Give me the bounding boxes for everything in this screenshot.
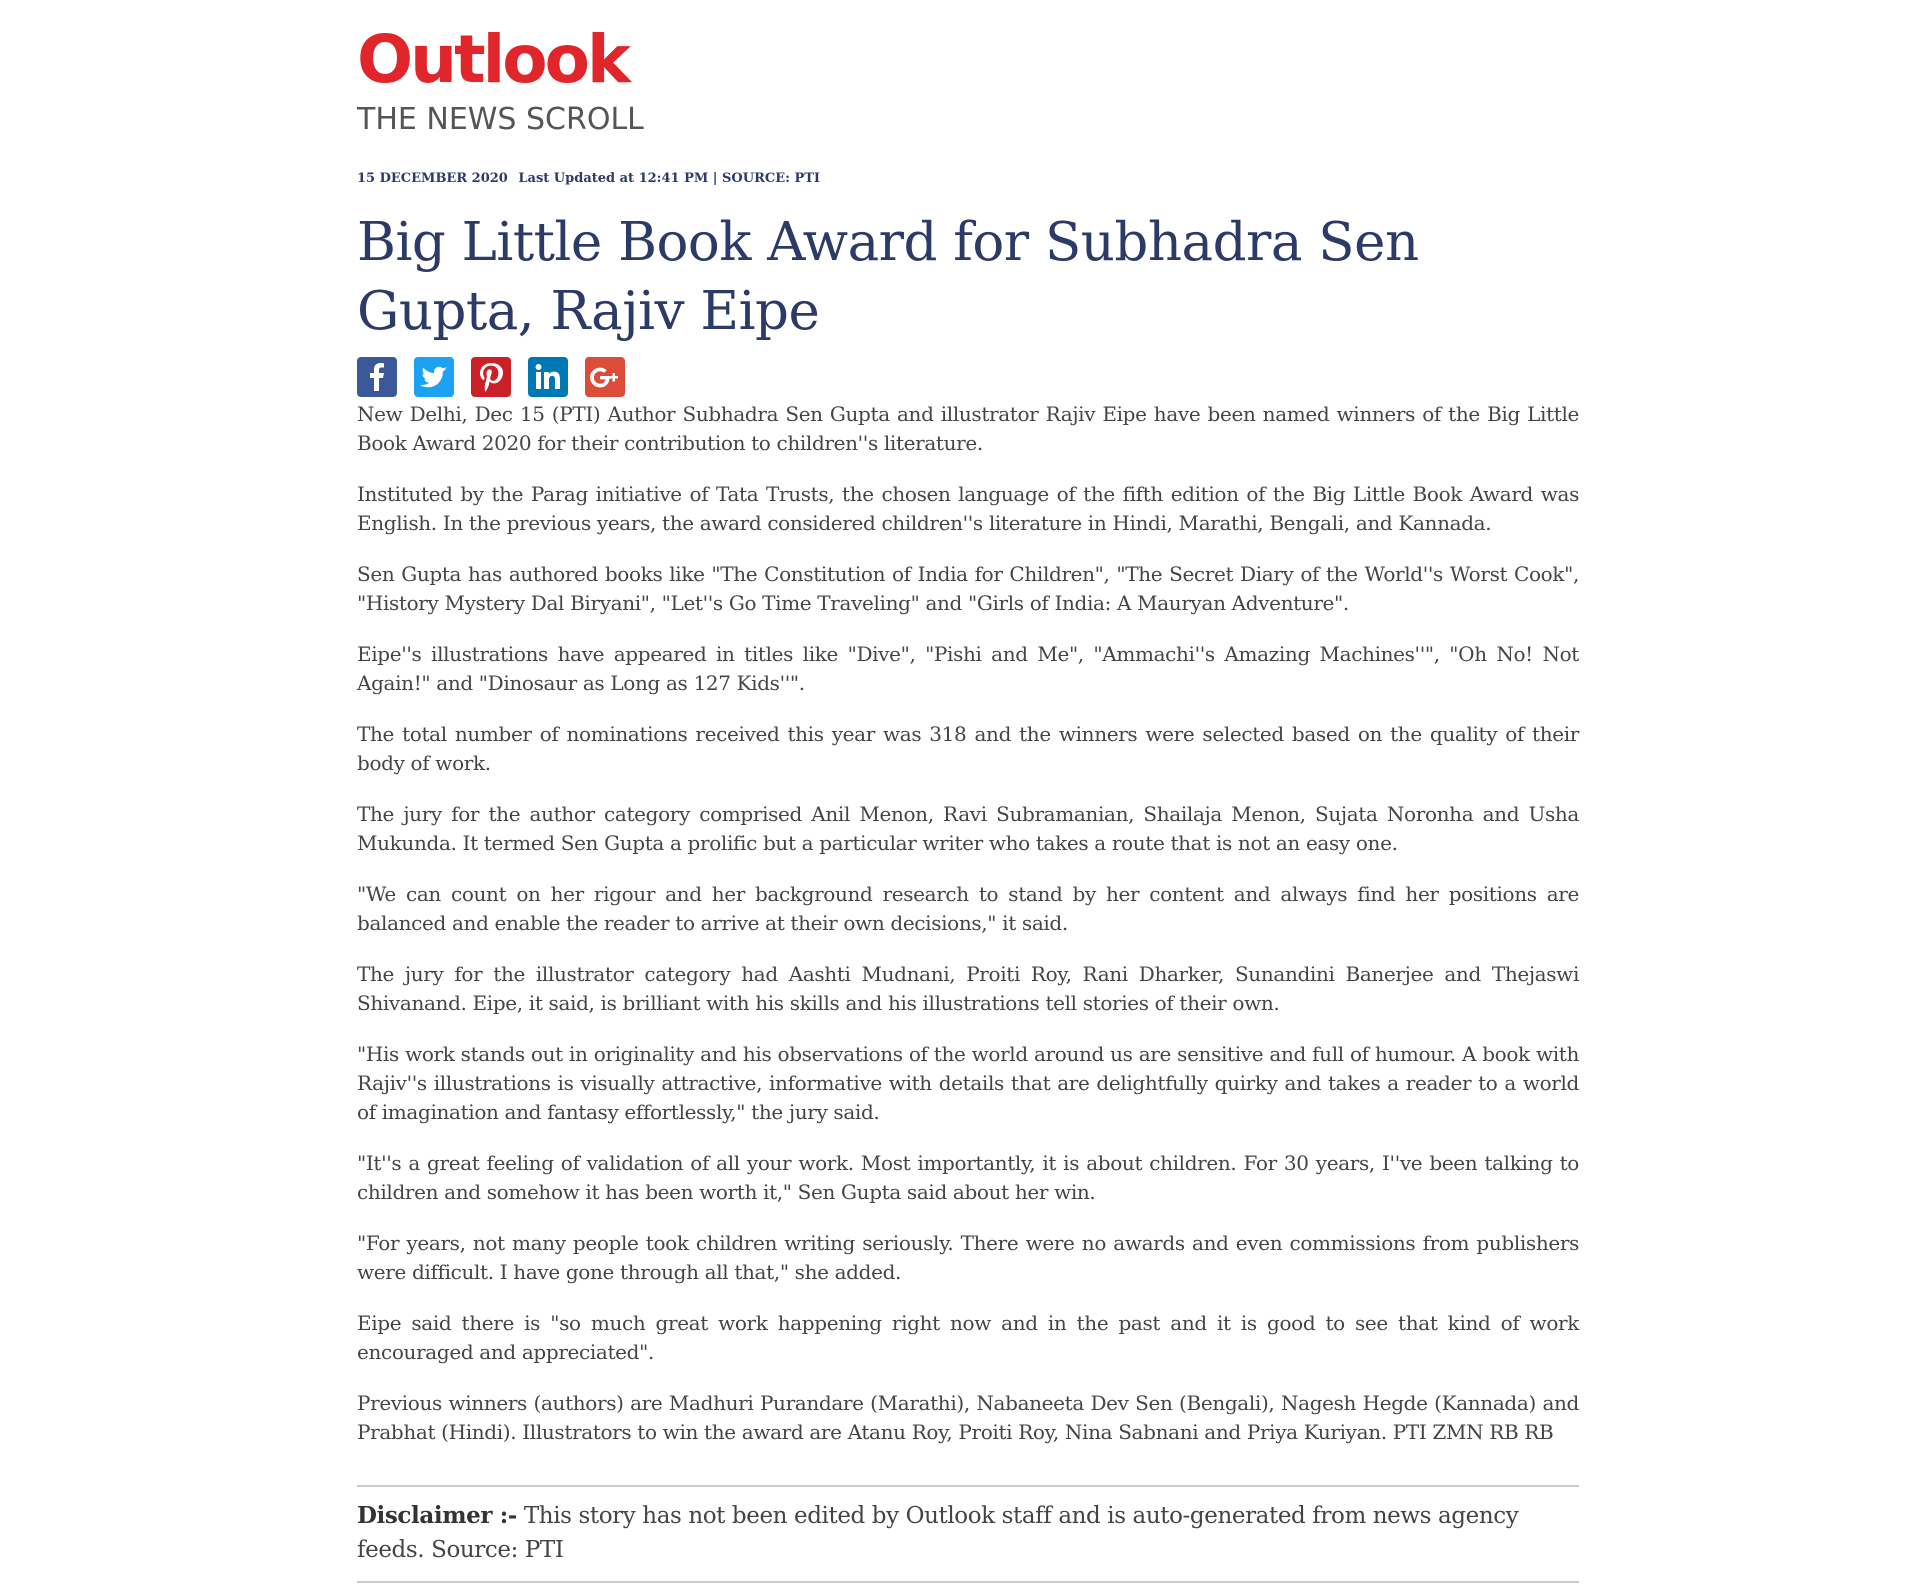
- article-paragraph: The jury for the illustrator category had Aashti Mudnani, Proiti Roy, Rani Dharker, Sunandini Banerjee and Thejaswi Shivanand. Eipe, it said, is brilliant with his skills and his illustrations tell stories of their own.: [357, 962, 1579, 1015]
- facebook-icon: [357, 357, 397, 397]
- article-paragraph: Previous winners (authors) are Madhuri Purandare (Marathi), Nabaneeta Dev Sen (Bengali), Nagesh Hegde (Kannada) and Prabhat (Hindi). Illustrators to win the award are Atanu Roy, Proiti Roy, Nina Sabnani and Priya Kuriyan. PTI ZMN RB RB: [357, 1391, 1579, 1444]
- google-plus-icon: [585, 357, 625, 397]
- share-bar: [357, 357, 625, 397]
- facebook-share-button[interactable]: [357, 357, 397, 397]
- twitter-share-button[interactable]: [414, 357, 454, 397]
- article-paragraph: The jury for the author category comprised Anil Menon, Ravi Subramanian, Shailaja Menon, Sujata Noronha and Usha Mukunda. It termed Sen Gupta a prolific but a particular writer who takes a route that is not an easy one.: [357, 802, 1579, 855]
- article-paragraph: Eipe said there is "so much great work happening right now and in the past and it is good to see that kind of work encouraged and appreciated".: [357, 1311, 1579, 1364]
- article-paragraph: "We can count on her rigour and her background research to stand by her content and always find her positions are balanced and enable the reader to arrive at their own decisions," it said.: [357, 882, 1579, 935]
- article-headline: Big Little Book Award for Subhadra Sen Gupta, Rajiv Eipe: [357, 212, 1419, 342]
- linkedin-icon: [528, 357, 568, 397]
- article-updated: Last Updated at 12:41 PM | SOURCE: PTI: [518, 171, 821, 186]
- outlook-logo[interactable]: Outlook: [357, 21, 628, 98]
- disclaimer-label: Disclaimer :-: [357, 1502, 517, 1529]
- article-meta: [357, 170, 826, 188]
- article-date: 15 DECEMBER 2020: [357, 171, 508, 186]
- disclaimer-text: This story has not been edited by Outlook staff and is auto-generated from news agency feeds. Source: PTI: [357, 1503, 1519, 1563]
- article-body: [357, 400, 1579, 1469]
- linkedin-share-button[interactable]: [528, 357, 568, 397]
- section-title[interactable]: THE NEWS SCROLL: [357, 102, 644, 137]
- article-paragraph: "It''s a great feeling of validation of all your work. Most importantly, it is about children. For 30 years, I''ve been talking to children and somehow it has been worth it," Sen Gupta said about her win.: [357, 1151, 1579, 1204]
- pinterest-icon: [471, 357, 511, 397]
- article-paragraph: Instituted by the Parag initiative of Tata Trusts, the chosen language of the fifth edition of the Big Little Book Award was English. In the previous years, the award considered children''s literature in Hindi, Marathi, Bengali, and Kannada.: [357, 482, 1579, 535]
- google-plus-share-button[interactable]: [585, 357, 625, 397]
- article-paragraph: "For years, not many people took children writing seriously. There were no awards and even commissions from publishers were difficult. I have gone through all that," she added.: [357, 1231, 1579, 1284]
- twitter-icon: [414, 357, 454, 397]
- article-paragraph: Sen Gupta has authored books like "The Constitution of India for Children", "The Secret Diary of the World''s Worst Cook", "History Mystery Dal Biryani", "Let''s Go Time Traveling" and "Girls of India: A Mauryan Adventure".: [357, 562, 1579, 615]
- article-paragraph: The total number of nominations received this year was 318 and the winners were selected based on the quality of their body of work.: [357, 722, 1579, 775]
- disclaimer: [357, 1485, 1579, 1583]
- article-paragraph: Eipe''s illustrations have appeared in titles like "Dive", "Pishi and Me", "Ammachi''s Amazing Machines''", "Oh No! Not Again!" and "Dinosaur as Long as 127 Kids''".: [357, 642, 1579, 695]
- pinterest-share-button[interactable]: [471, 357, 511, 397]
- article-paragraph: "His work stands out in originality and his observations of the world around us are sensitive and full of humour. A book with Rajiv''s illustrations is visually attractive, informative with details that are delightfully quirky and takes a reader to a world of imagination and fantasy effortlessly," the jury said.: [357, 1042, 1579, 1124]
- article-paragraph: New Delhi, Dec 15 (PTI) Author Subhadra Sen Gupta and illustrator Rajiv Eipe have been named winners of the Big Little Book Award 2020 for their contribution to children''s literature.: [357, 402, 1579, 455]
